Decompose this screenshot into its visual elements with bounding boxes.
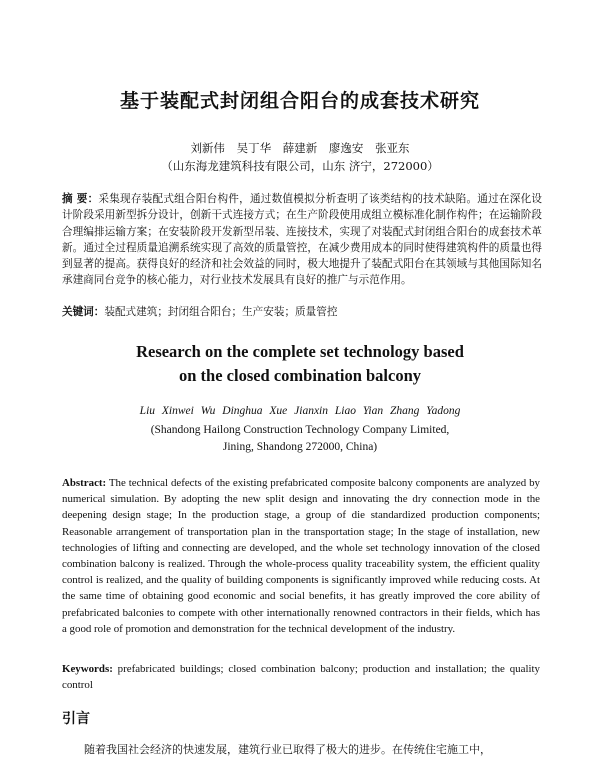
- chinese-keywords-label: 关键词：: [62, 306, 105, 318]
- section-heading-introduction: 引言: [62, 711, 90, 727]
- body-paragraph: 随着我国社会经济的快速发展，建筑行业已取得了极大的进步。在传统住宅施工中，: [84, 743, 491, 756]
- english-abstract-label: Abstract:: [62, 477, 107, 489]
- chinese-affiliation: （山东海龙建筑科技有限公司，山东 济宁，272000）: [161, 159, 439, 173]
- english-keywords-label: Keywords:: [62, 663, 113, 675]
- english-title-line2: on the closed combination balcony: [178, 366, 422, 385]
- chinese-abstract-text: 采集现存装配式组合阳台构件，通过数值模拟分析查明了该类结构的技术缺陷。通过在深化设计阶段采用新型拆分设计，创新干式连接方式；在生产阶段使用成组立模标准化制作构件；在运输阶段合理编排运输方案；在安装阶段开发新型吊装、连接技术，实现了对装配式封闭组合阳台的成套技术革新。通过全过程质量追溯系统实现了高效的质量管控，在减少费用成本的同时使得建筑构件的质量也得到显著的提高。获得良好的经济和社会效益的同时，极大地提升了装配式阳台在其领域与其他国际知名承建商同台竞争的核心能力，对行业技术发展具有良好的推广与示范作用。: [62, 193, 542, 287]
- chinese-title: 基于装配式封闭组合阳台的成套技术研究: [119, 90, 480, 112]
- chinese-abstract: [62, 191, 542, 289]
- english-title: [0, 340, 600, 388]
- english-abstract: [62, 475, 540, 637]
- chinese-abstract-label: 摘 要：: [62, 193, 99, 205]
- english-keywords: [62, 661, 540, 693]
- chinese-keywords-text: 装配式建筑；封闭组合阳台；生产安装；质量管控: [104, 306, 338, 318]
- english-title-line1: Research on the complete set technology based: [136, 342, 464, 361]
- english-keywords-text: prefabricated buildings; closed combination balcony; production and installation; the quality control: [62, 663, 540, 692]
- english-affiliation: (Shandong Hailong Construction Technology Company Limited, Jining, Shandong 272000, China): [150, 424, 450, 453]
- chinese-authors: 刘新伟 吴丁华 薛建新 廖逸安 张亚东: [190, 141, 410, 155]
- english-abstract-text: The technical defects of the existing prefabricated composite balcony components are analyzed by numerical simulation. By adopting the new split design and innovating the dry connection mode in the deepening design stage; In the production stage, a group of die standardized production components; Reasonable arrangement of transportation plan in the transportation stage; In the stage of installation, new technologies of lifting and connecting are developed, and the whole set technology innovation of the closed combination balcony is realized. Through the whole-process quality traceability system, the efficient quality control is realized, and the quality of building components is significantly improved while reducing costs. At the same time of obtaining good economic and social benefits, it has greatly improved the core ability of prefabricated balconies to compete with other internationally renowned contractors in their fields, which has a good role of promotion and demonstration for the technical development of the industry.: [62, 477, 540, 635]
- english-authors: Liu Xinwei Wu Dinghua Xue Jianxin Liao Yian Zhang Yadong: [139, 405, 461, 417]
- chinese-keywords: [62, 304, 542, 320]
